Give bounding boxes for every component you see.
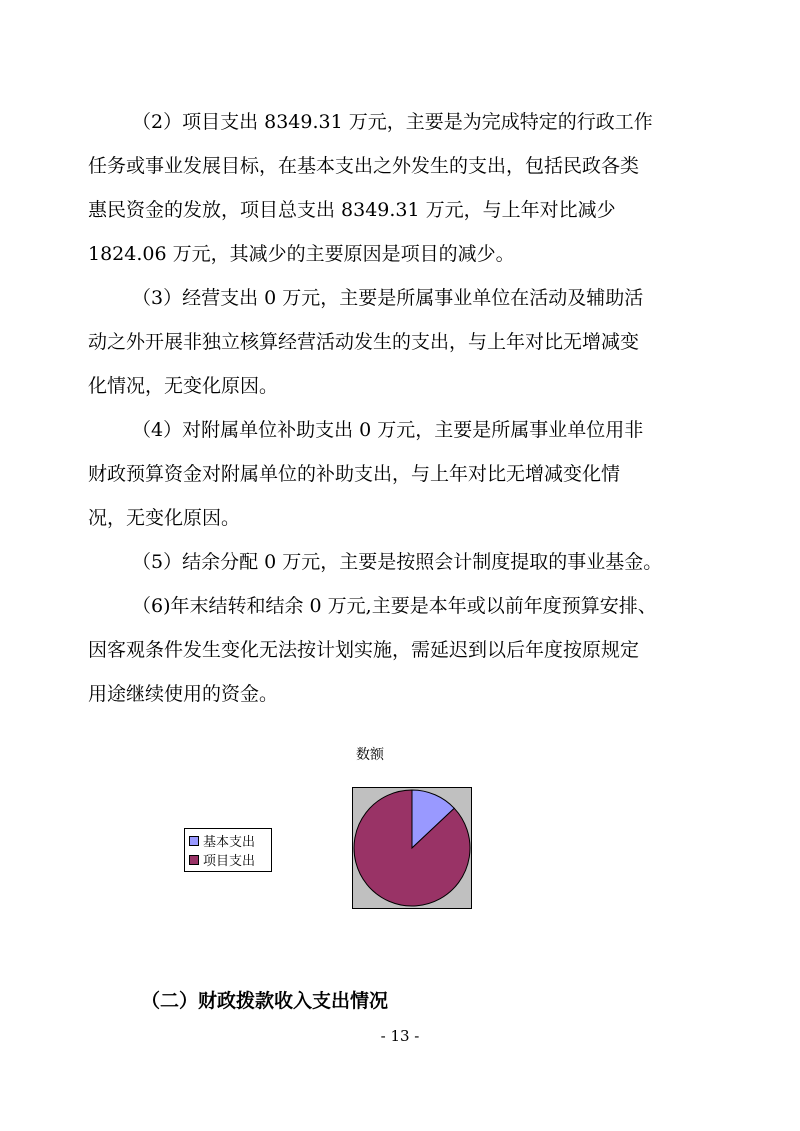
pie-chart-plot-area [352,787,472,909]
text-line: 况，无变化原因。 [88,507,241,529]
paragraph-operating-expenditure [88,276,710,408]
text-line: 用途继续使用的资金。 [88,683,279,705]
legend-entry-project [189,850,267,869]
paragraph-surplus-distribution [88,540,710,584]
paragraph-carryover [88,584,710,716]
text-line: （5）结余分配 0 万元，主要是按照会计制度提取的事业基金。 [132,551,663,573]
legend-label-project: 项目支出 [203,854,256,869]
text-line: 动之外开展非独立核算经营活动发生的支出，与上年对比无增减变 [88,331,640,353]
paragraph-subsidy-expenditure [88,408,710,540]
text-line: （6)年末结转和结余 0 万元,主要是本年或以前年度预算安排、 [132,595,657,617]
text-line: 财政预算资金对附属单位的补助支出，与上年对比无增减变化情 [88,463,621,485]
text-line: 1824.06 万元，其减少的主要原因是项目的减少。 [88,243,515,265]
legend-swatch-project [189,855,199,865]
text-line: 任务或事业发展目标，在基本支出之外发生的支出，包括民政各类 [88,155,640,177]
text-line: 因客观条件发生变化无法按计划实施，需延迟到以后年度按原规定 [88,639,640,661]
chart-legend [184,828,272,872]
text-line: （4）对附属单位补助支出 0 万元，主要是所属事业单位用非 [132,419,644,441]
page-number: - 13 - [380,1027,420,1045]
paragraph-project-expenditure [88,100,710,276]
text-line: （2）项目支出 8349.31 万元，主要是为完成特定的行政工作 [132,111,653,133]
legend-swatch-basic [189,836,199,846]
section-heading: （二）财政拨款收入支出情况 [141,990,389,1012]
legend-entry-basic [189,831,267,850]
legend-label-basic: 基本支出 [203,835,256,850]
text-line: 惠民资金的发放，项目总支出 8349.31 万元，与上年对比减少 [88,199,616,221]
text-line: 化情况，无变化原因。 [88,375,279,397]
pie-chart [353,788,471,908]
chart-title: 数额 [356,747,384,763]
text-line: （3）经营支出 0 万元，主要是所属事业单位在活动及辅助活 [132,287,644,309]
